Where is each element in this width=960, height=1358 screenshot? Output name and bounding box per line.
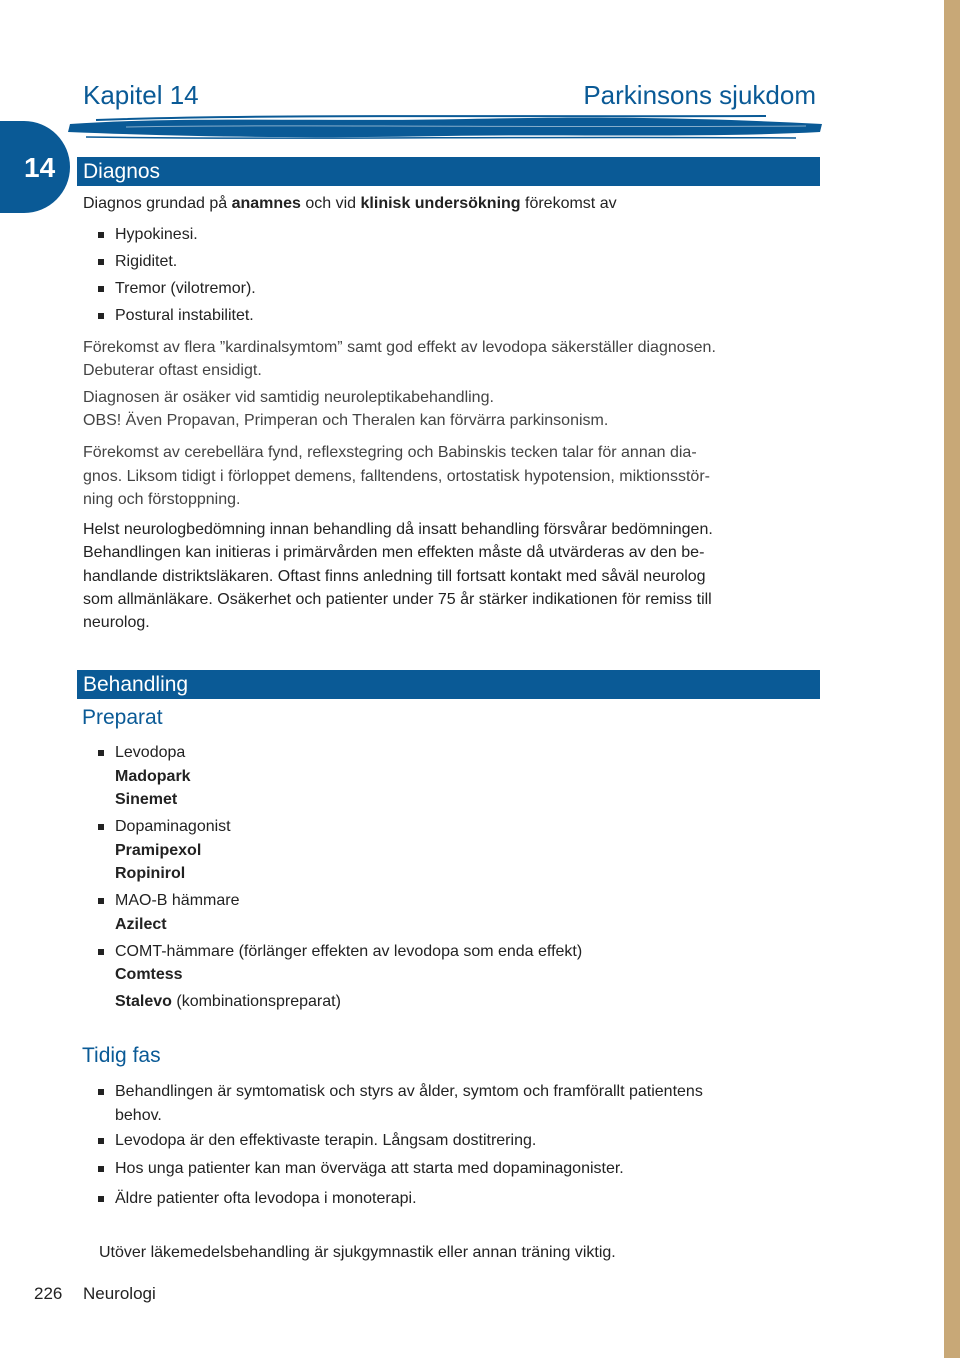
chapter-label: Kapitel 14 — [83, 80, 199, 110]
drug-name: Comtess — [115, 966, 183, 983]
list-item: Levodopa är den effektivaste terapin. Långsam dostitrering. — [98, 1129, 536, 1153]
list-item: Dopaminagonist — [98, 815, 231, 839]
chapter-title: Parkinsons sjukdom — [583, 80, 816, 110]
diagnos-paragraph: Behandlingen kan initieras i primärvården men effekten måste då utvärderas av den be- — [83, 544, 705, 561]
section-heading-diagnos: Diagnos — [77, 157, 820, 186]
list-item: MAO-B hämmare — [98, 889, 239, 913]
drug-name: Sinemet — [115, 791, 178, 808]
closing-note: Utöver läkemedelsbehandling är sjukgymnastik eller annan träning viktig. — [99, 1244, 616, 1261]
diagnos-paragraph: ning och förstoppning. — [83, 491, 241, 508]
brush-stroke-divider — [66, 112, 824, 142]
subheading-preparat: Preparat — [82, 706, 163, 729]
diagnos-paragraph: gnos. Liksom tidigt i förloppet demens, falltendens, ortostatisk hypotension, miktionsstör- — [83, 468, 710, 485]
drug-name: Ropinirol — [115, 865, 186, 882]
diagnos-paragraph: OBS! Även Propavan, Primperan och Theralen kan förvärra parkinsonism. — [83, 412, 609, 429]
list-item: Äldre patienter ofta levodopa i monoterapi. — [98, 1187, 417, 1211]
page-number: 226 — [34, 1284, 63, 1303]
drug-name: Azilect — [115, 916, 167, 933]
drug-combination: Stalevo (kombinationspreparat) — [115, 993, 341, 1010]
drug-name: Madopark — [115, 768, 191, 785]
list-item: Levodopa — [98, 741, 185, 765]
diagnos-paragraph: som allmänläkare. Osäkerhet och patienter under 75 år stärker indikationen för remiss till — [83, 591, 712, 608]
list-item: Hos unga patienter kan man överväga att starta med dopaminagonister. — [98, 1157, 624, 1181]
decorative-side-strip — [944, 0, 960, 1358]
diagnos-paragraph: Förekomst av flera ”kardinalsymtom” samt god effekt av levodopa säkerställer diagnosen. — [83, 339, 716, 356]
diagnos-paragraph: Diagnosen är osäker vid samtidig neuroleptikabehandling. — [83, 389, 494, 406]
diagnos-paragraph: Helst neurologbedömning innan behandling då insatt behandling försvårar bedömningen. — [83, 521, 713, 538]
chapter-tab-number: 14 — [24, 152, 56, 183]
footer-section: Neurologi — [83, 1284, 156, 1303]
list-item: Behandlingen är symtomatisk och styrs av ålder, symtom och framförallt patientens behov. — [98, 1080, 703, 1127]
list-item: COMT-hämmare (förlänger effekten av levodopa som enda effekt) — [98, 940, 582, 964]
list-item: Postural instabilitet. — [98, 304, 254, 328]
drug-name: Pramipexol — [115, 842, 202, 859]
subheading-tidig-fas: Tidig fas — [82, 1044, 161, 1067]
list-item: Hypokinesi. — [98, 223, 198, 247]
list-item: Tremor (vilotremor). — [98, 277, 256, 301]
section-heading-behandling: Behandling — [77, 670, 820, 699]
diagnos-paragraph: Förekomst av cerebellära fynd, reflexstegring och Babinskis tecken talar för annan dia- — [83, 444, 697, 461]
list-item: Rigiditet. — [98, 250, 177, 274]
diagnos-intro: Diagnos grundad på anamnes och vid klinisk undersökning förekomst av — [83, 195, 617, 212]
diagnos-paragraph: Debuterar oftast ensidigt. — [83, 362, 262, 379]
diagnos-paragraph: handlande distriktsläkaren. Oftast finns anledning till fortsatt kontakt med såväl neurolog — [83, 568, 706, 585]
diagnos-paragraph: neurolog. — [83, 614, 150, 631]
